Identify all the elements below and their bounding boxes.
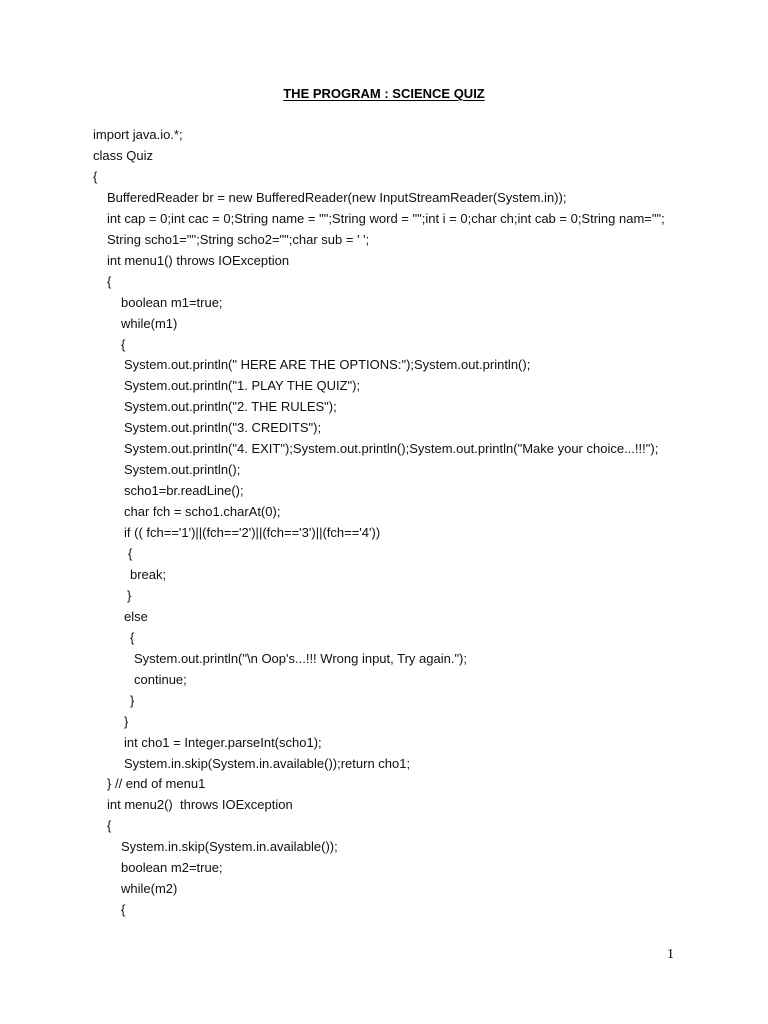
code-line: else [124, 609, 148, 624]
code-line: if (( fch=='1')||(fch=='2')||(fch=='3')||(fch=='4')) [124, 525, 381, 540]
code-line: } [127, 588, 132, 603]
code-line: int menu1() throws IOException [107, 253, 290, 268]
code-line: System.in.skip(System.in.available()); [121, 839, 338, 854]
code-line: char fch = scho1.charAt(0); [124, 504, 281, 519]
code-line: int cap = 0;int cac = 0;String name = "";String word = "";int i = 0;char ch;int cab = 0;String nam=""; [107, 211, 665, 226]
code-line: System.out.println(" HERE ARE THE OPTIONS:");System.out.println(); [124, 357, 531, 372]
code-line: class Quiz [93, 148, 153, 163]
code-line: System.out.println("4. EXIT");System.out.println();System.out.println("Make your choice...!!!"); [124, 441, 659, 456]
code-line: boolean m1=true; [121, 295, 223, 310]
code-line: import java.io.*; [93, 127, 183, 142]
code-line: } [130, 693, 135, 708]
code-line: { [107, 818, 112, 833]
code-line: System.in.skip(System.in.available());return cho1; [124, 756, 411, 771]
code-line: int menu2() throws IOException [107, 797, 293, 812]
code-line: { [93, 169, 98, 184]
code-line: System.out.println("\n Oop's...!!! Wrong input, Try again."); [134, 651, 467, 666]
code-line: break; [130, 567, 167, 582]
code-line: boolean m2=true; [121, 860, 223, 875]
code-line: { [128, 546, 133, 561]
code-line: System.out.println(); [124, 462, 241, 477]
code-line: BufferedReader br = new BufferedReader(new InputStreamReader(System.in)); [107, 190, 567, 205]
code-line: { [130, 630, 135, 645]
code-line: { [121, 337, 126, 352]
code-line: { [107, 274, 112, 289]
code-line: System.out.println("2. THE RULES"); [124, 399, 337, 414]
code-line: System.out.println("3. CREDITS"); [124, 420, 322, 435]
code-line: } [124, 714, 129, 729]
code-line: int cho1 = Integer.parseInt(scho1); [124, 735, 322, 750]
code-line: scho1=br.readLine(); [124, 483, 244, 498]
code-line: System.out.println("1. PLAY THE QUIZ"); [124, 378, 361, 393]
code-line: } // end of menu1 [107, 776, 206, 791]
code-line: while(m2) [121, 881, 178, 896]
page-number: 1 [667, 947, 674, 962]
code-line: String scho1="";String scho2="";char sub = ' '; [107, 232, 370, 247]
code-line: { [121, 902, 126, 917]
code-line: continue; [134, 672, 187, 687]
document-title: THE PROGRAM : SCIENCE QUIZ [283, 86, 485, 101]
code-line: while(m1) [121, 316, 178, 331]
